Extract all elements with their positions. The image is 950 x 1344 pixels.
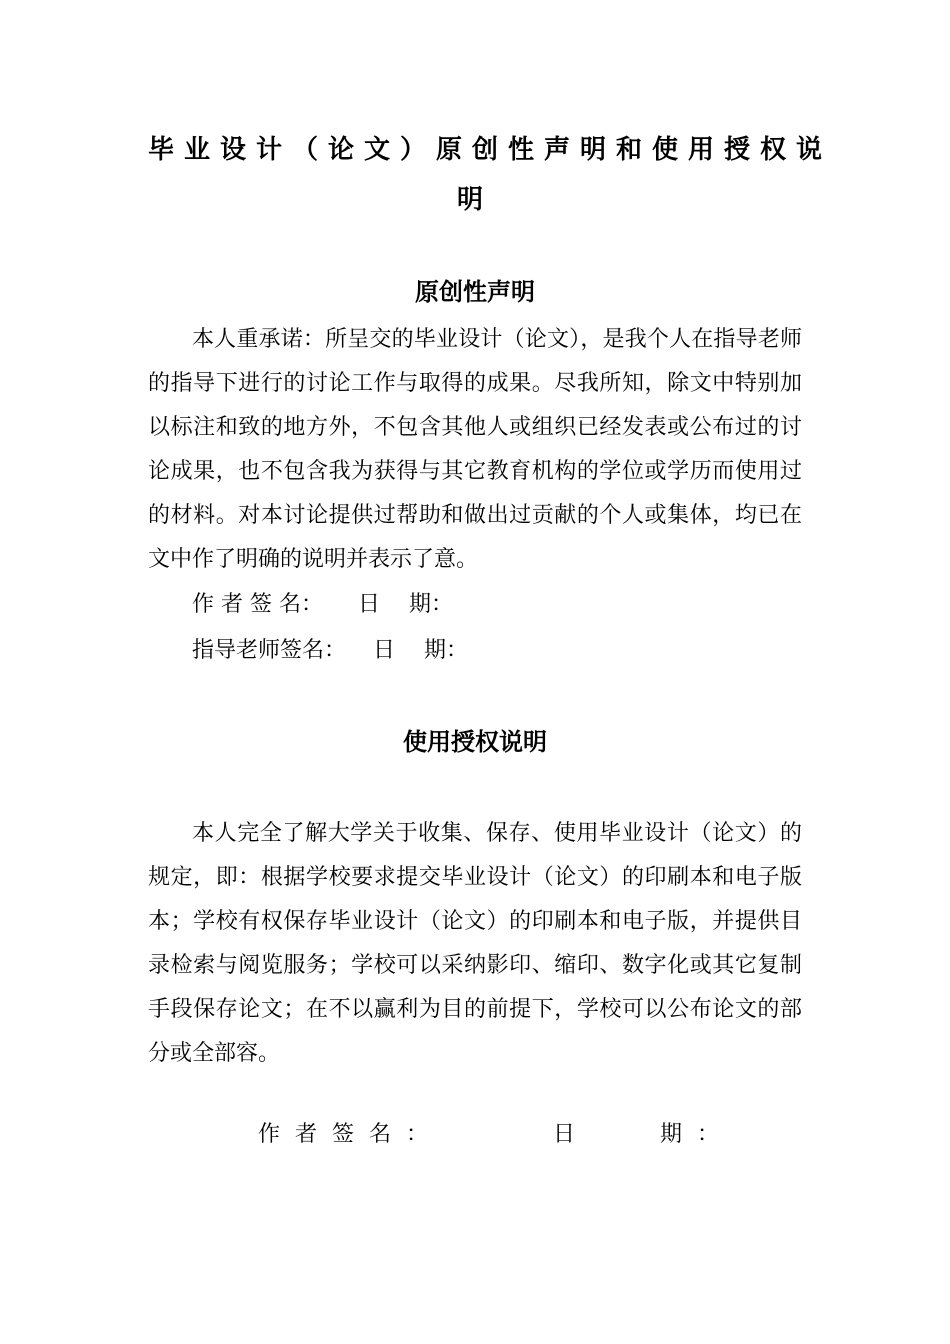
authorization-statement: 本人完全了解大学关于收集、保存、使用毕业设计（论文）的规定，即：根据学校要求提交毕业设计（论文）的印刷本和电子版本；学校有权保存毕业设计（论文）的印刷本和电子版，并提供目录检索与阅览服务；学校可以采纳影印、缩印、数字化或其它复制手段保存论文；在不以赢利为目的前提下，学校可以公布论文的部分或全部容。 <box>148 821 802 1066</box>
document-title <box>148 125 833 225</box>
authorization-heading: 使用授权说明 <box>403 728 547 756</box>
authorization-date-label-period: 期 ： <box>660 1122 723 1147</box>
authorization-author-signature-line <box>258 1120 723 1150</box>
advisor-signature-label: 指导老师签名： <box>192 638 347 663</box>
originality-advisor-signature-line <box>192 636 468 666</box>
originality-author-signature-line <box>192 590 453 620</box>
advisor-date-label: 日 期： <box>373 638 469 663</box>
document-title-line-2: 明 <box>456 185 493 215</box>
authorization-author-signature-label: 作 者 签 名 ： <box>258 1122 432 1147</box>
document-title-line-1: 毕业设计（论文）原创性声明和使用授权说 <box>148 135 833 165</box>
authorization-date-label-day: 日 <box>552 1122 579 1147</box>
originality-statement: 本人重承诺：所呈交的毕业设计（论文），是我个人在指导老师的指导下进行的讨论工作与取得的成果。尽我所知，除文中特别加以标注和致的地方外，不包含其他人或组织已经发表或公布过的讨论成果，也不包含我为获得与其它教育机构的学位或学历而使用过的材料。对本讨论提供过帮助和做出过贡献的个人或集体，均已在文中作了明确的说明并表示了意。 <box>148 327 802 572</box>
originality-heading: 原创性声明 <box>415 278 535 306</box>
author-signature-label: 作 者 签 名： <box>192 592 323 617</box>
author-date-label: 日 期： <box>357 592 453 617</box>
